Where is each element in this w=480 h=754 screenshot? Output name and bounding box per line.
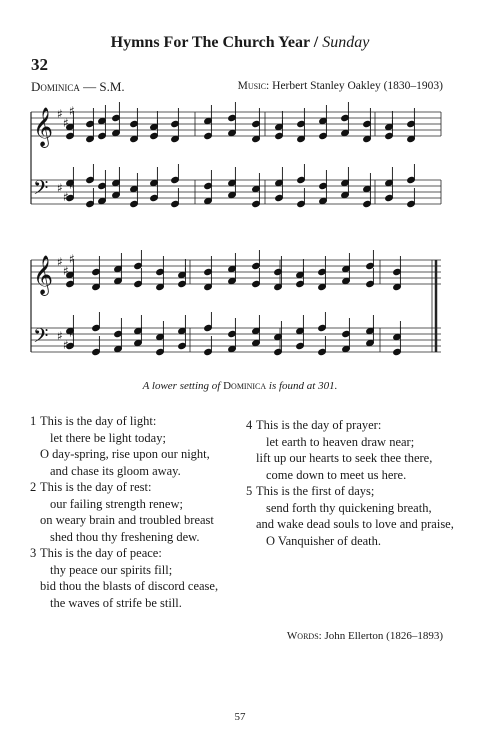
verse-line: shed thou thy freshening dew. [50, 529, 200, 544]
tune-title: Dominica [31, 79, 80, 94]
author: John Ellerton (1826–1893) [321, 630, 443, 642]
setting-note-post: is found at 301. [266, 380, 338, 392]
verse-line: This is the day of rest: [40, 480, 152, 494]
treble-clef-icon: 𝄞 [33, 107, 54, 147]
treble-clef-icon: 𝄞 [33, 255, 54, 295]
section-title: Sunday [322, 34, 370, 51]
verse-4 [246, 417, 433, 483]
verse-number: 5 [246, 484, 253, 498]
verse-2 [30, 479, 214, 545]
verse-line: This is the day of prayer: [256, 418, 382, 432]
verse-line: This is the day of peace: [40, 546, 162, 560]
sharp-icon: ♯ [57, 181, 63, 195]
verse-line: let earth to heaven draw near; [266, 434, 415, 449]
verse-line: the waves of strife be still. [50, 595, 182, 610]
music-label: Music: [237, 80, 270, 92]
setting-note-pre: A lower setting of [142, 380, 224, 392]
verse-5 [246, 483, 454, 549]
title-separator: / [309, 34, 323, 51]
words-credit [287, 630, 443, 642]
book-title: Hymns For The Church Year [110, 34, 310, 51]
verse-number: 1 [30, 414, 37, 428]
verse-1 [30, 413, 210, 479]
verse-line: send forth thy quickening breath, [266, 500, 432, 515]
verse-line: and chase its gloom away. [50, 463, 181, 478]
sharp-icon: ♯ [63, 190, 69, 204]
bass-clef-icon: 𝄢 [33, 324, 49, 352]
words-label: Words: [286, 630, 322, 642]
bass-clef-icon: 𝄢 [33, 176, 49, 204]
sharp-icon: ♯ [57, 107, 63, 121]
verse-line: let there be light today; [50, 430, 166, 445]
sharp-icon: ♯ [63, 338, 69, 352]
verse-line: O day-spring, rise upon our night, [40, 447, 210, 461]
page-number: 57 [234, 711, 246, 723]
verse-line: our failing strength renew; [50, 496, 183, 511]
sharp-icon: ♯ [69, 104, 75, 118]
composer: Herbert Stanley Oakley (1830–1903) [269, 80, 443, 92]
verse-line: lift up our hearts to seek thee there, [256, 451, 433, 465]
verse-line: come down to meet us here. [266, 467, 407, 482]
tune-meter: — S.M. [79, 79, 125, 94]
verse-line: on weary brain and troubled breast [40, 513, 214, 527]
verse-number: 4 [246, 418, 253, 432]
verse-number: 2 [30, 480, 37, 494]
setting-note [0, 380, 480, 392]
verse-line: bid thou the blasts of discord cease, [40, 579, 219, 593]
verse-3 [30, 545, 219, 611]
hymn-number: 32 [31, 55, 48, 74]
sharp-icon: ♯ [69, 326, 75, 340]
sharp-icon: ♯ [69, 178, 75, 192]
verse-line: thy peace our spirits fill; [50, 562, 173, 577]
sharp-icon: ♯ [57, 329, 63, 343]
verse-number: 3 [30, 546, 37, 560]
sharp-icon: ♯ [57, 255, 63, 269]
sharp-icon: ♯ [69, 252, 75, 266]
verse-line: This is the day of light: [40, 414, 157, 428]
verse-line: O Vanquisher of death. [266, 533, 382, 548]
sharp-icon: ♯ [63, 116, 69, 130]
verse-line: and wake dead souls to love and praise, [256, 517, 454, 531]
sharp-icon: ♯ [63, 264, 69, 278]
setting-note-tune: Dominica [223, 380, 267, 392]
verse-line: This is the first of days; [256, 484, 375, 498]
